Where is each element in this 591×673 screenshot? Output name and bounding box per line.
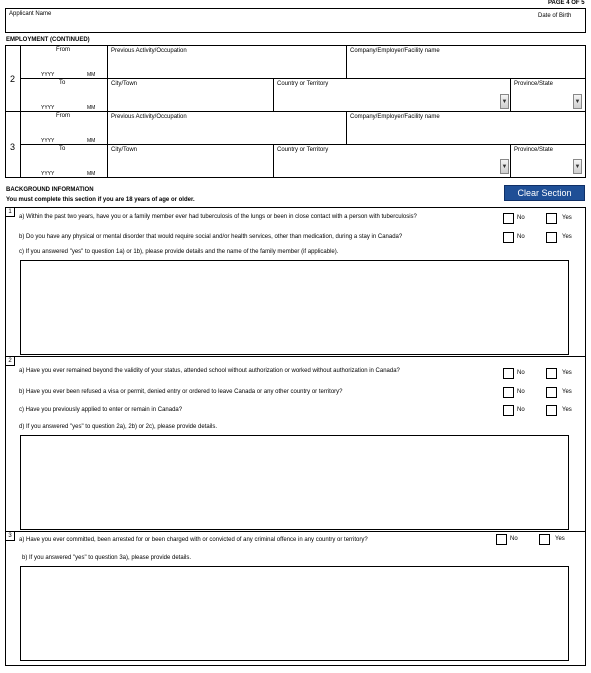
yes-label: Yes (562, 389, 572, 395)
chevron-down-icon[interactable]: ▼ (573, 94, 582, 109)
q2b-yes-checkbox[interactable] (546, 387, 557, 398)
city-field[interactable] (107, 78, 274, 112)
question-2b-text: b) Have you ever been refused a visa or permit, denied entry or ordered to leave Canada or any other country or territory? (19, 389, 343, 395)
yyyy-label: YYYY (41, 105, 55, 111)
city-label: City/Town (111, 147, 138, 153)
question-1c-text: c) If you answered "yes" to question 1a) or 1b), please provide details and the name of the family member (if applicable). (19, 249, 339, 255)
q3a-yes-checkbox[interactable] (539, 534, 550, 545)
country-select[interactable] (273, 144, 511, 178)
to-date-field[interactable] (20, 78, 108, 112)
yyyy-label: YYYY (41, 72, 55, 78)
q2a-yes-checkbox[interactable] (546, 368, 557, 379)
question-3b-text: b) If you answered "yes" to question 3a), please provide details. (22, 555, 192, 561)
previous-activity-field[interactable] (107, 111, 347, 145)
yes-label: Yes (562, 234, 572, 240)
question-2c-text: c) Have you previously applied to enter or remain in Canada? (19, 407, 183, 413)
city-field[interactable] (107, 144, 274, 178)
q2b-no-checkbox[interactable] (503, 387, 514, 398)
page-label: PAGE 4 OF 5 (548, 0, 585, 6)
company-field[interactable] (346, 111, 586, 145)
to-label: To (59, 146, 66, 152)
employment-row-number: 2 (10, 74, 16, 84)
employment-title: EMPLOYMENT (CONTINUED) (6, 37, 90, 43)
company-label: Company/Employer/Facility name (350, 48, 440, 54)
question-3a-text: a) Have you ever committed, been arrested for or been charged with or convicted of any criminal offence in any country or territory? (19, 537, 368, 543)
date-of-birth-label: Date of Birth (538, 13, 572, 19)
applicant-name-label: Applicant Name (9, 11, 52, 17)
q1b-no-checkbox[interactable] (503, 232, 514, 243)
question-number: 3 (5, 531, 15, 541)
q1b-yes-checkbox[interactable] (546, 232, 557, 243)
mm-label: MM (87, 72, 96, 78)
mm-label: MM (87, 138, 96, 144)
country-label: Country or Territory (277, 147, 329, 153)
yyyy-label: YYYY (41, 138, 55, 144)
background-subtitle: You must complete this section if you are 18 years of age or older. (6, 197, 195, 203)
q3a-no-checkbox[interactable] (496, 534, 507, 545)
q2c-no-checkbox[interactable] (503, 405, 514, 416)
q2c-yes-checkbox[interactable] (546, 405, 557, 416)
previous-activity-label: Previous Activity/Occupation (111, 48, 187, 54)
province-label: Province/State (514, 147, 554, 153)
no-label: No (517, 389, 525, 395)
province-label: Province/State (514, 81, 554, 87)
no-label: No (517, 234, 525, 240)
applicant-header-box (5, 8, 586, 33)
question-number: 1 (5, 207, 15, 217)
previous-activity-label: Previous Activity/Occupation (111, 114, 187, 120)
yes-label: Yes (562, 370, 572, 376)
country-select[interactable] (273, 78, 511, 112)
no-label: No (517, 215, 525, 221)
city-label: City/Town (111, 81, 138, 87)
q1-details-textarea[interactable] (20, 260, 569, 355)
background-title: BACKGROUND INFORMATION (6, 187, 94, 193)
q2-details-textarea[interactable] (20, 435, 569, 530)
mm-label: MM (87, 171, 96, 177)
q1a-yes-checkbox[interactable] (546, 213, 557, 224)
company-label: Company/Employer/Facility name (350, 114, 440, 120)
yes-label: Yes (562, 407, 572, 413)
clear-section-button[interactable]: Clear Section (504, 185, 585, 201)
yyyy-label: YYYY (41, 171, 55, 177)
chevron-down-icon[interactable]: ▼ (573, 159, 582, 174)
no-label: No (517, 407, 525, 413)
to-date-field[interactable] (20, 144, 108, 178)
from-label: From (56, 47, 70, 53)
province-select[interactable] (510, 78, 586, 112)
chevron-down-icon[interactable]: ▼ (500, 159, 509, 174)
no-label: No (510, 536, 518, 542)
mm-label: MM (87, 105, 96, 111)
chevron-down-icon[interactable]: ▼ (500, 94, 509, 109)
previous-activity-field[interactable] (107, 45, 347, 79)
question-2a-text: a) Have you ever remained beyond the validity of your status, attended school without authorization or worked without authorization in Canada? (19, 368, 400, 374)
yes-label: Yes (555, 536, 565, 542)
from-date-field[interactable] (20, 45, 108, 79)
country-label: Country or Territory (277, 81, 329, 87)
q1a-no-checkbox[interactable] (503, 213, 514, 224)
from-label: From (56, 113, 70, 119)
employment-row-number: 3 (10, 142, 16, 152)
from-date-field[interactable] (20, 111, 108, 145)
question-number: 2 (5, 356, 15, 366)
question-1b-text: b) Do you have any physical or mental disorder that would require social and/or health services, other than medication, during a stay in Canada? (19, 234, 403, 240)
q2a-no-checkbox[interactable] (503, 368, 514, 379)
to-label: To (59, 80, 66, 86)
no-label: No (517, 370, 525, 376)
question-1a-text: a) Within the past two years, have you or a family member ever had tuberculosis of the lungs or been in close contact with a person with tuberculosis? (19, 214, 417, 220)
yes-label: Yes (562, 215, 572, 221)
company-field[interactable] (346, 45, 586, 79)
province-select[interactable] (510, 144, 586, 178)
q3-details-textarea[interactable] (20, 566, 569, 661)
question-2d-text: d) If you answered "yes" to question 2a), 2b) or 2c), please provide details. (19, 424, 218, 430)
